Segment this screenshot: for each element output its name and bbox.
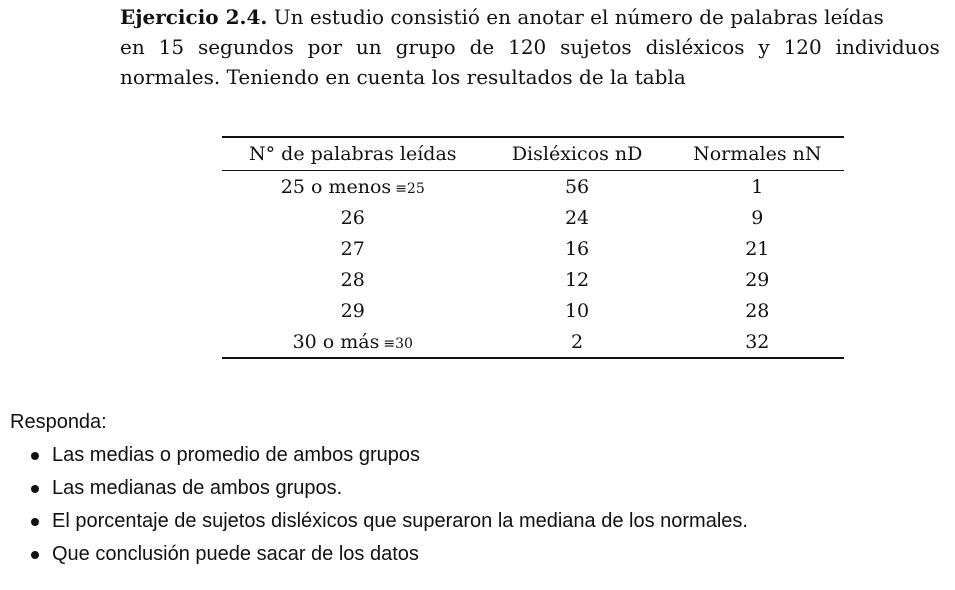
cell-normales: 9 bbox=[751, 206, 764, 229]
cell-palabras-label: 30 o más bbox=[292, 330, 380, 353]
statement-line-1 bbox=[120, 2, 940, 32]
list-item-text: Las medias o promedio de ambos grupos bbox=[52, 444, 420, 466]
list-item bbox=[10, 538, 748, 571]
cell-palabras-label: 25 o menos bbox=[280, 175, 392, 198]
header-dislexicos-label: Disléxicos nD bbox=[511, 143, 643, 165]
bullet-icon bbox=[31, 452, 39, 460]
header-dislexicos bbox=[484, 137, 671, 171]
cell-normales: 28 bbox=[745, 299, 770, 322]
header-normales-label: Normales nN bbox=[693, 143, 822, 165]
list-item-text: El porcentaje de sujetos disléxicos que superaron la mediana de los normales. bbox=[52, 510, 748, 532]
cell-equiv: ≡25 bbox=[395, 180, 425, 197]
table-row bbox=[222, 326, 844, 358]
list-item-text: Las medianas de ambos grupos. bbox=[52, 477, 343, 499]
cell-palabras bbox=[222, 295, 484, 326]
cell-palabras-label: 29 bbox=[340, 299, 365, 322]
cell-palabras bbox=[222, 326, 484, 358]
cell-dislexicos: 2 bbox=[571, 330, 584, 353]
cell-palabras bbox=[222, 264, 484, 295]
table-row bbox=[222, 202, 844, 233]
statement-word: 15 bbox=[158, 35, 185, 59]
cell-equiv: ≡30 bbox=[383, 335, 413, 352]
header-palabras-label: N° de palabras leídas bbox=[249, 143, 457, 165]
statement-word: 120 bbox=[508, 35, 547, 59]
bullet-icon bbox=[31, 518, 39, 526]
cell-palabras-label: 27 bbox=[340, 237, 365, 260]
cell-dislexicos: 10 bbox=[564, 299, 590, 322]
questions-heading: Responda: bbox=[10, 411, 107, 433]
bullet-icon bbox=[31, 551, 39, 559]
table-row bbox=[222, 264, 844, 295]
statement-word: por bbox=[307, 35, 343, 59]
table-row bbox=[222, 295, 844, 326]
cell-normales: 32 bbox=[745, 330, 770, 353]
list-item bbox=[10, 439, 748, 472]
header-normales bbox=[671, 137, 844, 171]
data-table bbox=[222, 136, 844, 359]
questions-section bbox=[10, 406, 748, 571]
table-row bbox=[222, 233, 844, 264]
statement-word: y bbox=[758, 35, 770, 59]
statement-word: 120 bbox=[783, 35, 822, 59]
statement-word: segundos bbox=[197, 35, 294, 59]
cell-normales: 21 bbox=[745, 237, 770, 260]
list-item-text: Que conclusión puede sacar de los datos bbox=[52, 543, 419, 565]
statement-word: disléxicos bbox=[645, 35, 745, 59]
statement-word: de bbox=[469, 35, 495, 59]
statement-word: grupo bbox=[395, 35, 456, 59]
cell-palabras-label: 28 bbox=[340, 268, 365, 291]
statement-word: un bbox=[355, 35, 382, 59]
cell-dislexicos: 12 bbox=[564, 268, 590, 291]
table-header-row bbox=[222, 137, 844, 171]
list-item bbox=[10, 505, 748, 538]
list-item bbox=[10, 472, 748, 505]
statement-word: en bbox=[120, 35, 145, 59]
exercise-title: Ejercicio 2.4. bbox=[120, 5, 268, 29]
statement-line-3: normales. Teniendo en cuenta los resultados de la tabla bbox=[120, 65, 686, 89]
table-body bbox=[222, 171, 844, 359]
statement-line-2 bbox=[120, 32, 940, 62]
header-palabras bbox=[222, 137, 484, 171]
cell-normales: 29 bbox=[745, 268, 770, 291]
statement-word: individuos bbox=[835, 35, 940, 59]
cell-dislexicos: 16 bbox=[564, 237, 590, 260]
questions-list bbox=[10, 439, 748, 571]
statement-word: sujetos bbox=[560, 35, 632, 59]
cell-dislexicos: 56 bbox=[564, 175, 590, 198]
cell-normales: 1 bbox=[751, 175, 764, 198]
exercise-statement bbox=[120, 2, 940, 92]
statement-text-1: Un estudio consistió en anotar el número de palabras leídas bbox=[273, 5, 884, 29]
cell-palabras bbox=[222, 202, 484, 233]
cell-palabras bbox=[222, 233, 484, 264]
cell-palabras bbox=[222, 171, 484, 203]
cell-dislexicos: 24 bbox=[564, 206, 590, 229]
bullet-icon bbox=[31, 485, 39, 493]
table-row bbox=[222, 171, 844, 203]
cell-palabras-label: 26 bbox=[340, 206, 365, 229]
